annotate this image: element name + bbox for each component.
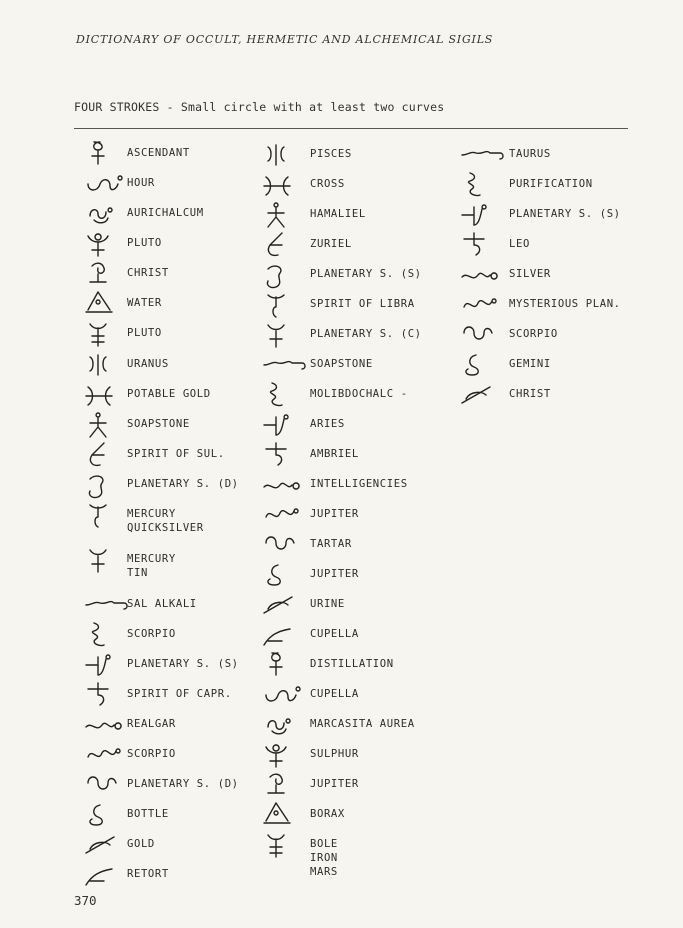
sigil-label: [310, 297, 415, 311]
bole-sigil-icon: [258, 831, 310, 859]
sigil-label-line-1: MERCURY: [127, 553, 176, 565]
spirit-of-libra-sigil-icon: [258, 291, 310, 319]
sigil-label-line-1: PLANETARY S. (D): [127, 778, 239, 790]
sigil-label: [310, 177, 345, 191]
sigil-label: [127, 552, 176, 580]
sigil-label: [127, 387, 211, 401]
urine-sigil-icon: [258, 591, 310, 619]
hour-sigil-icon: [80, 170, 132, 198]
sigil-label: [127, 176, 155, 190]
sigil-label: [127, 627, 176, 641]
sigil-label: [310, 627, 359, 641]
sigil-label: [509, 147, 551, 161]
sigil-label-line-1: SOAPSTONE: [127, 418, 190, 430]
planetary-seal-sigil-icon: [80, 771, 132, 799]
scorpio-sigil-icon: [80, 741, 132, 769]
sigil-label-line-1: CHRIST: [509, 388, 551, 400]
sigil-label-line-1: POTABLE GOLD: [127, 388, 211, 400]
sigil-label: [127, 206, 204, 220]
planetary-seal-sigil-icon: [258, 261, 310, 289]
sigil-label-line-1: DISTILLATION: [310, 658, 394, 670]
sigil-label-line-1: URINE: [310, 598, 345, 610]
christ-sigil-icon: [80, 260, 132, 288]
bottle-sigil-icon: [80, 801, 132, 829]
sigil-label: [509, 237, 530, 251]
sigil-label-line-1: SCORPIO: [127, 628, 176, 640]
sigil-label-line-1: SPIRIT OF SUL.: [127, 448, 225, 460]
sulphur-sigil-icon: [258, 741, 310, 769]
sigil-label-line-2: QUICKSILVER: [127, 522, 204, 534]
sigil-label-line-1: PISCES: [310, 148, 352, 160]
sigil-label: [509, 357, 551, 371]
planetary-seal-sigil-icon: [80, 471, 132, 499]
aurichalcum-sigil-icon: [80, 200, 132, 228]
sigil-label-line-1: AMBRIEL: [310, 448, 359, 460]
sigil-label: [310, 747, 359, 761]
sigil-label-line-1: JUPITER: [310, 568, 359, 580]
tartar-sigil-icon: [258, 531, 310, 559]
pluto-sigil-icon: [80, 230, 132, 258]
sigil-label-line-1: CROSS: [310, 178, 345, 190]
sigil-label: [310, 387, 408, 401]
sigil-label: [509, 177, 593, 191]
leo-sigil-icon: [456, 231, 508, 259]
sigil-label-line-1: PLANETARY S. (S): [509, 208, 621, 220]
sigil-label: [509, 297, 621, 311]
sigil-label-line-1: JUPITER: [310, 508, 359, 520]
sigil-label: [509, 267, 551, 281]
intelligencies-sigil-icon: [258, 471, 310, 499]
sigil-label-line-1: BORAX: [310, 808, 345, 820]
sigil-label: [127, 417, 190, 431]
sigil-label-line-1: HOUR: [127, 177, 155, 189]
planetary-seal-sigil-icon: [80, 651, 132, 679]
sigil-label: [310, 147, 352, 161]
heading-rule: [74, 128, 628, 129]
soapstone-sigil-icon: [80, 411, 132, 439]
sigil-label-line-1: PLANETARY S. (S): [310, 268, 422, 280]
sigil-label-line-1: GOLD: [127, 838, 155, 850]
sigil-label: [509, 387, 551, 401]
sigil-label: [310, 267, 422, 281]
molibdochalc-sigil-icon: [258, 381, 310, 409]
sigil-label: [127, 236, 162, 250]
sigil-label: [127, 357, 169, 371]
sigil-label-line-1: SAL ALKALI: [127, 598, 197, 610]
jupiter-sigil-icon: [258, 561, 310, 589]
sigil-label-line-1: MYSTERIOUS PLAN.: [509, 298, 621, 310]
sigil-label-line-1: CUPELLA: [310, 628, 359, 640]
page-number: 370: [74, 893, 97, 908]
sigil-label-line-1: CHRIST: [127, 267, 169, 279]
sigil-label: [509, 327, 558, 341]
sigil-label-line-1: TARTAR: [310, 538, 352, 550]
realgar-sigil-icon: [80, 711, 132, 739]
spirit-of-capricorn-sigil-icon: [80, 681, 132, 709]
sigil-label: [509, 207, 621, 221]
cross-sigil-icon: [258, 171, 310, 199]
scorpio-sigil-icon: [456, 321, 508, 349]
uranus-sigil-icon: [80, 351, 132, 379]
sigil-label: [310, 687, 359, 701]
soapstone-sigil-icon: [258, 351, 310, 379]
cupella-sigil-icon: [258, 681, 310, 709]
sigil-label-line-1: REALGAR: [127, 718, 176, 730]
sigil-label: [310, 417, 345, 431]
sigil-label: [310, 507, 359, 521]
planetary-seal-sigil-icon: [258, 321, 310, 349]
sigil-label-line-2: TIN: [127, 567, 148, 579]
zuriel-sigil-icon: [258, 231, 310, 259]
mysterious-planet-sigil-icon: [456, 291, 508, 319]
retort-sigil-icon: [80, 861, 132, 889]
sigil-label: [310, 777, 359, 791]
sigil-label-line-1: BOLE: [310, 838, 338, 850]
borax-sigil-icon: [258, 801, 310, 829]
sigil-label-line-1: URANUS: [127, 358, 169, 370]
sigil-label-line-1: CUPELLA: [310, 688, 359, 700]
sigil-label-line-1: HAMALIEL: [310, 208, 366, 220]
aries-sigil-icon: [258, 411, 310, 439]
sigil-label-line-1: TAURUS: [509, 148, 551, 160]
sigil-label: [310, 807, 345, 821]
water-sigil-icon: [80, 290, 132, 318]
sigil-label: [127, 657, 239, 671]
sigil-label: [127, 867, 169, 881]
ascendant-sigil-icon: [80, 140, 132, 168]
sal-alkali-sigil-icon: [80, 591, 132, 619]
sigil-label-line-1: SULPHUR: [310, 748, 359, 760]
sigil-label: [310, 717, 415, 731]
sigil-label: [310, 327, 422, 341]
mercury-tin-sigil-icon: [80, 546, 132, 574]
sigil-label: [127, 597, 197, 611]
sigil-label-line-1: PLUTO: [127, 327, 162, 339]
sigil-label-line-1: SILVER: [509, 268, 551, 280]
planetary-seal-sigil-icon: [456, 201, 508, 229]
potable-gold-sigil-icon: [80, 381, 132, 409]
sigil-label-line-1: MOLIBDOCHALC -: [310, 388, 408, 400]
sigil-label-line-1: RETORT: [127, 868, 169, 880]
silver-sigil-icon: [456, 261, 508, 289]
sigil-label-line-1: WATER: [127, 297, 162, 309]
sigil-label-line-1: PLUTO: [127, 237, 162, 249]
taurus-sigil-icon: [456, 141, 508, 169]
sigil-label-line-1: MARCASITA AUREA: [310, 718, 415, 730]
running-head: DICTIONARY OF OCCULT, HERMETIC AND ALCHEMICAL SIGILS: [76, 33, 494, 46]
sigil-label-line-1: SCORPIO: [127, 748, 176, 760]
sigil-label-line-1: SOAPSTONE: [310, 358, 373, 370]
sigil-label: [310, 597, 345, 611]
sigil-label-line-1: JUPITER: [310, 778, 359, 790]
sigil-label: [127, 747, 176, 761]
sigil-label: [310, 207, 366, 221]
sigil-label-line-3: MARS: [310, 866, 338, 878]
marcasita-aurea-sigil-icon: [258, 711, 310, 739]
jupiter-sigil-icon: [258, 501, 310, 529]
purification-sigil-icon: [456, 171, 508, 199]
gold-sigil-icon: [80, 831, 132, 859]
hamaliel-sigil-icon: [258, 201, 310, 229]
mercury-sigil-icon: [80, 501, 132, 529]
sigil-label: [127, 687, 232, 701]
sigil-label-line-1: INTELLIGENCIES: [310, 478, 408, 490]
christ-sigil-icon: [456, 381, 508, 409]
sigil-label-line-1: PLANETARY S. (C): [310, 328, 422, 340]
sigil-label: [310, 567, 359, 581]
section-heading: FOUR STROKES - Small circle with at least two curves: [74, 100, 445, 114]
cupella-sigil-icon: [258, 621, 310, 649]
pluto-sigil-icon: [80, 320, 132, 348]
sigil-label-line-1: LEO: [509, 238, 530, 250]
sigil-label: [310, 537, 352, 551]
sigil-label-line-1: BOTTLE: [127, 808, 169, 820]
sigil-label: [127, 837, 155, 851]
spirit-of-sulphur-sigil-icon: [80, 441, 132, 469]
sigil-label: [310, 237, 352, 251]
sigil-label-line-1: ZURIEL: [310, 238, 352, 250]
sigil-label: [127, 447, 225, 461]
sigil-label-line-1: ASCENDANT: [127, 147, 190, 159]
sigil-label: [127, 146, 190, 160]
sigil-label-line-1: AURICHALCUM: [127, 207, 204, 219]
sigil-label-line-2: IRON: [310, 852, 338, 864]
sigil-label: [127, 477, 239, 491]
jupiter-sigil-icon: [258, 771, 310, 799]
sigil-label-line-1: GEMINI: [509, 358, 551, 370]
sigil-label-line-1: SPIRIT OF CAPR.: [127, 688, 232, 700]
sigil-label-line-1: PURIFICATION: [509, 178, 593, 190]
sigil-label: [310, 657, 394, 671]
sigil-label: [310, 477, 408, 491]
sigil-label-line-1: ARIES: [310, 418, 345, 430]
sigil-label: [127, 266, 169, 280]
sigil-label: [127, 296, 162, 310]
sigil-label-line-1: SCORPIO: [509, 328, 558, 340]
sigil-label: [127, 326, 162, 340]
sigil-label: [127, 807, 169, 821]
sigil-label: [310, 357, 373, 371]
sigil-label-line-1: PLANETARY S. (S): [127, 658, 239, 670]
gemini-sigil-icon: [456, 351, 508, 379]
ambriel-sigil-icon: [258, 441, 310, 469]
sigil-label: [310, 447, 359, 461]
sigil-label-line-1: PLANETARY S. (D): [127, 478, 239, 490]
sigil-label: [127, 507, 204, 535]
sigil-label: [127, 777, 239, 791]
sigil-label: [310, 837, 338, 879]
sigil-label-line-1: MERCURY: [127, 508, 176, 520]
sigil-label-line-1: SPIRIT OF LIBRA: [310, 298, 415, 310]
distillation-sigil-icon: [258, 651, 310, 679]
sigil-label: [127, 717, 176, 731]
scorpio-sigil-icon: [80, 621, 132, 649]
pisces-sigil-icon: [258, 141, 310, 169]
